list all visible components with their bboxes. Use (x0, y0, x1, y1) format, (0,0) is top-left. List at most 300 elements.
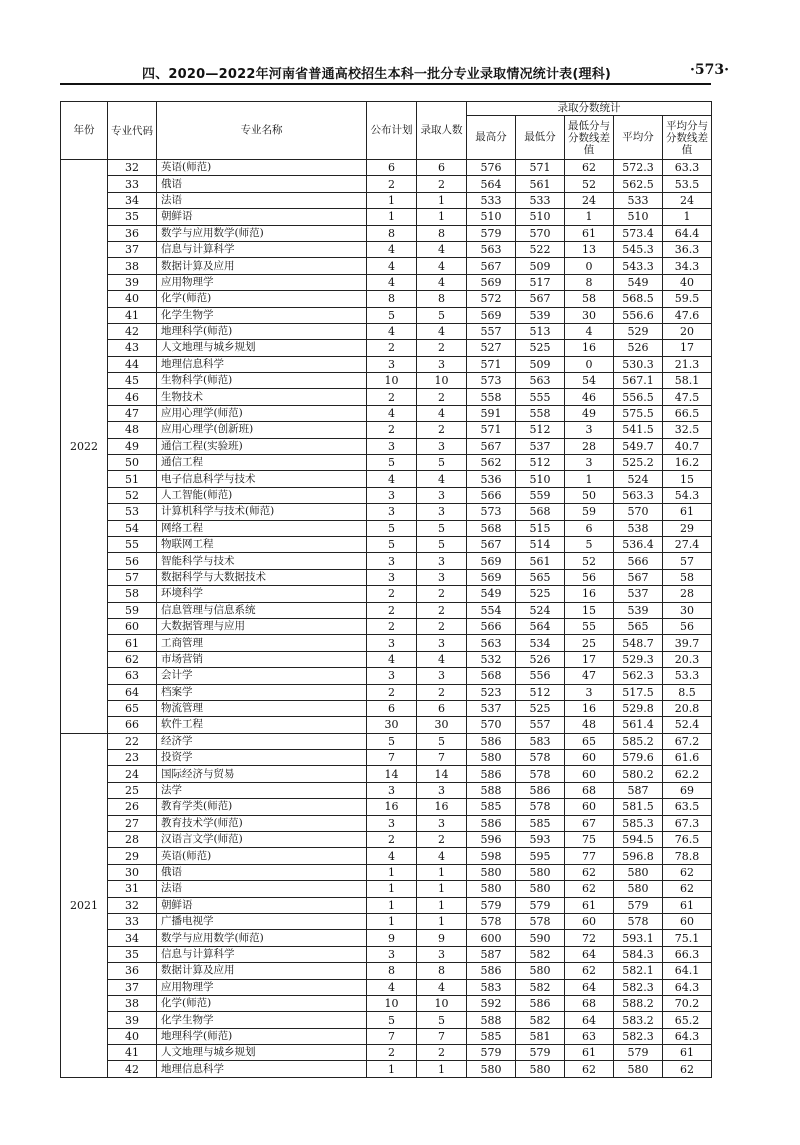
avg-score-diff-cell: 36.3 (663, 241, 712, 257)
major-name-cell: 会计学 (157, 668, 367, 684)
major-code-cell: 42 (108, 323, 157, 339)
min-score-cell: 582 (516, 946, 565, 962)
avg-score-diff-cell: 62.2 (663, 766, 712, 782)
table-row (61, 651, 712, 667)
plan-count-cell: 2 (367, 586, 417, 602)
min-score-diff-cell: 59 (565, 504, 614, 520)
min-score-diff-cell: 49 (565, 405, 614, 421)
plan-count-cell: 2 (367, 422, 417, 438)
major-name-cell: 物流管理 (157, 700, 367, 716)
max-score-cell: 563 (467, 635, 516, 651)
major-name-cell: 人文地理与城乡规划 (157, 340, 367, 356)
avg-score-diff-cell: 29 (663, 520, 712, 536)
plan-count-cell: 3 (367, 504, 417, 520)
major-name-cell: 俄语 (157, 864, 367, 880)
avg-score-cell: 563.3 (614, 487, 663, 503)
major-name-cell: 数据计算及应用 (157, 963, 367, 979)
avg-score-diff-cell: 17 (663, 340, 712, 356)
admitted-count-cell: 7 (417, 750, 467, 766)
major-name-cell: 数学与应用数学(师范) (157, 225, 367, 241)
page-header (0, 0, 800, 86)
min-score-cell: 564 (516, 618, 565, 634)
min-score-diff-cell: 6 (565, 520, 614, 536)
avg-score-cell: 545.3 (614, 241, 663, 257)
plan-count-cell: 6 (367, 160, 417, 176)
admitted-count-cell: 1 (417, 913, 467, 929)
major-name-cell: 生物技术 (157, 389, 367, 405)
avg-score-diff-cell: 15 (663, 471, 712, 487)
min-score-diff-cell: 64 (565, 1012, 614, 1028)
plan-count-cell: 1 (367, 1061, 417, 1077)
min-score-diff-cell: 63 (565, 1028, 614, 1044)
max-score-cell: 579 (467, 1045, 516, 1061)
major-name-cell: 信息与计算科学 (157, 241, 367, 257)
min-score-diff-cell: 30 (565, 307, 614, 323)
min-score-cell: 578 (516, 750, 565, 766)
plan-count-cell: 7 (367, 750, 417, 766)
avg-score-diff-cell: 61 (663, 1045, 712, 1061)
max-score-cell: 563 (467, 241, 516, 257)
max-score-cell: 569 (467, 274, 516, 290)
plan-count-cell: 3 (367, 782, 417, 798)
max-score-cell: 564 (467, 176, 516, 192)
header-max: 最高分 (467, 116, 516, 160)
table-row (61, 668, 712, 684)
major-code-cell: 32 (108, 897, 157, 913)
admitted-count-cell: 10 (417, 995, 467, 1011)
min-score-cell: 565 (516, 569, 565, 585)
plan-count-cell: 8 (367, 291, 417, 307)
min-score-diff-cell: 17 (565, 651, 614, 667)
major-name-cell: 朝鲜语 (157, 209, 367, 225)
avg-score-cell: 529.8 (614, 700, 663, 716)
major-code-cell: 22 (108, 733, 157, 749)
min-score-diff-cell: 50 (565, 487, 614, 503)
major-name-cell: 地理信息科学 (157, 1061, 367, 1077)
admitted-count-cell: 8 (417, 291, 467, 307)
avg-score-diff-cell: 54.3 (663, 487, 712, 503)
min-score-cell: 539 (516, 307, 565, 323)
avg-score-diff-cell: 20.3 (663, 651, 712, 667)
major-name-cell: 应用心理学(创新班) (157, 422, 367, 438)
min-score-diff-cell: 0 (565, 356, 614, 372)
min-score-cell: 559 (516, 487, 565, 503)
avg-score-cell: 565 (614, 618, 663, 634)
major-code-cell: 39 (108, 274, 157, 290)
max-score-cell: 566 (467, 618, 516, 634)
admitted-count-cell: 14 (417, 766, 467, 782)
major-name-cell: 信息管理与信息系统 (157, 602, 367, 618)
major-code-cell: 55 (108, 536, 157, 552)
avg-score-diff-cell: 34.3 (663, 258, 712, 274)
avg-score-cell: 549.7 (614, 438, 663, 454)
avg-score-cell: 579 (614, 1045, 663, 1061)
max-score-cell: 596 (467, 832, 516, 848)
max-score-cell: 587 (467, 946, 516, 962)
avg-score-diff-cell: 47.5 (663, 389, 712, 405)
header-avg-diff: 平均分与分数线差值 (663, 116, 712, 160)
major-code-cell: 46 (108, 389, 157, 405)
min-score-cell: 524 (516, 602, 565, 618)
avg-score-diff-cell: 61 (663, 504, 712, 520)
max-score-cell: 586 (467, 733, 516, 749)
major-name-cell: 朝鲜语 (157, 897, 367, 913)
admitted-count-cell: 30 (417, 717, 467, 733)
major-code-cell: 60 (108, 618, 157, 634)
admitted-count-cell: 2 (417, 586, 467, 602)
avg-score-diff-cell: 21.3 (663, 356, 712, 372)
major-name-cell: 档案学 (157, 684, 367, 700)
table-row (61, 930, 712, 946)
max-score-cell: 576 (467, 160, 516, 176)
plan-count-cell: 4 (367, 241, 417, 257)
avg-score-diff-cell: 64.4 (663, 225, 712, 241)
min-score-diff-cell: 5 (565, 536, 614, 552)
major-code-cell: 25 (108, 782, 157, 798)
avg-score-diff-cell: 66.5 (663, 405, 712, 421)
table-row (61, 717, 712, 733)
plan-count-cell: 2 (367, 618, 417, 634)
min-score-cell: 563 (516, 373, 565, 389)
major-code-cell: 44 (108, 356, 157, 372)
avg-score-cell: 587 (614, 782, 663, 798)
avg-score-cell: 578 (614, 913, 663, 929)
admitted-count-cell: 16 (417, 799, 467, 815)
min-score-cell: 525 (516, 340, 565, 356)
major-name-cell: 通信工程(实验班) (157, 438, 367, 454)
table-row (61, 274, 712, 290)
table-body (61, 160, 712, 1078)
avg-score-cell: 580.2 (614, 766, 663, 782)
major-name-cell: 俄语 (157, 176, 367, 192)
avg-score-diff-cell: 61 (663, 897, 712, 913)
major-name-cell: 化学(师范) (157, 291, 367, 307)
major-name-cell: 应用心理学(师范) (157, 405, 367, 421)
min-score-cell: 586 (516, 782, 565, 798)
admitted-count-cell: 2 (417, 176, 467, 192)
avg-score-diff-cell: 56 (663, 618, 712, 634)
avg-score-cell: 510 (614, 209, 663, 225)
plan-count-cell: 2 (367, 340, 417, 356)
major-code-cell: 36 (108, 225, 157, 241)
major-name-cell: 经济学 (157, 733, 367, 749)
major-code-cell: 36 (108, 963, 157, 979)
min-score-cell: 555 (516, 389, 565, 405)
max-score-cell: 567 (467, 438, 516, 454)
avg-score-cell: 596.8 (614, 848, 663, 864)
avg-score-cell: 572.3 (614, 160, 663, 176)
min-score-cell: 593 (516, 832, 565, 848)
major-name-cell: 环境科学 (157, 586, 367, 602)
avg-score-cell: 575.5 (614, 405, 663, 421)
plan-count-cell: 3 (367, 946, 417, 962)
header-min-diff: 最低分与分数线差值 (565, 116, 614, 160)
major-name-cell: 化学生物学 (157, 1012, 367, 1028)
plan-count-cell: 2 (367, 389, 417, 405)
avg-score-cell: 548.7 (614, 635, 663, 651)
avg-score-diff-cell: 78.8 (663, 848, 712, 864)
avg-score-cell: 570 (614, 504, 663, 520)
avg-score-diff-cell: 30 (663, 602, 712, 618)
avg-score-cell: 556.5 (614, 389, 663, 405)
major-code-cell: 50 (108, 455, 157, 471)
max-score-cell: 580 (467, 750, 516, 766)
avg-score-cell: 517.5 (614, 684, 663, 700)
admitted-count-cell: 2 (417, 340, 467, 356)
avg-score-cell: 537 (614, 586, 663, 602)
admitted-count-cell: 1 (417, 864, 467, 880)
max-score-cell: 579 (467, 897, 516, 913)
min-score-cell: 512 (516, 422, 565, 438)
table-row (61, 471, 712, 487)
plan-count-cell: 3 (367, 635, 417, 651)
min-score-cell: 585 (516, 815, 565, 831)
table-row (61, 832, 712, 848)
min-score-cell: 567 (516, 291, 565, 307)
avg-score-diff-cell: 58.1 (663, 373, 712, 389)
min-score-diff-cell: 62 (565, 1061, 614, 1077)
min-score-cell: 556 (516, 668, 565, 684)
avg-score-cell: 566 (614, 553, 663, 569)
major-code-cell: 59 (108, 602, 157, 618)
min-score-cell: 525 (516, 700, 565, 716)
plan-count-cell: 3 (367, 438, 417, 454)
min-score-diff-cell: 55 (565, 618, 614, 634)
max-score-cell: 579 (467, 225, 516, 241)
avg-score-diff-cell: 67.3 (663, 815, 712, 831)
avg-score-diff-cell: 76.5 (663, 832, 712, 848)
min-score-diff-cell: 60 (565, 799, 614, 815)
major-code-cell: 61 (108, 635, 157, 651)
min-score-cell: 581 (516, 1028, 565, 1044)
max-score-cell: 598 (467, 848, 516, 864)
table-row (61, 455, 712, 471)
header-min: 最低分 (516, 116, 565, 160)
avg-score-cell: 582.3 (614, 979, 663, 995)
admitted-count-cell: 2 (417, 618, 467, 634)
major-name-cell: 投资学 (157, 750, 367, 766)
major-name-cell: 应用物理学 (157, 274, 367, 290)
avg-score-cell: 561.4 (614, 717, 663, 733)
min-score-diff-cell: 60 (565, 766, 614, 782)
min-score-diff-cell: 60 (565, 913, 614, 929)
min-score-diff-cell: 65 (565, 733, 614, 749)
major-code-cell: 45 (108, 373, 157, 389)
min-score-cell: 526 (516, 651, 565, 667)
major-code-cell: 38 (108, 258, 157, 274)
plan-count-cell: 5 (367, 1012, 417, 1028)
min-score-cell: 515 (516, 520, 565, 536)
avg-score-diff-cell: 53.3 (663, 668, 712, 684)
avg-score-diff-cell: 62 (663, 864, 712, 880)
plan-count-cell: 3 (367, 668, 417, 684)
min-score-diff-cell: 52 (565, 553, 614, 569)
plan-count-cell: 2 (367, 684, 417, 700)
major-name-cell: 汉语言文学(师范) (157, 832, 367, 848)
major-name-cell: 信息与计算科学 (157, 946, 367, 962)
min-score-diff-cell: 47 (565, 668, 614, 684)
min-score-cell: 583 (516, 733, 565, 749)
plan-count-cell: 6 (367, 700, 417, 716)
admitted-count-cell: 3 (417, 553, 467, 569)
major-code-cell: 47 (108, 405, 157, 421)
admitted-count-cell: 3 (417, 946, 467, 962)
year-cell: 2022 (61, 160, 108, 734)
plan-count-cell: 7 (367, 1028, 417, 1044)
table-row (61, 209, 712, 225)
admitted-count-cell: 5 (417, 455, 467, 471)
avg-score-diff-cell: 40 (663, 274, 712, 290)
plan-count-cell: 5 (367, 307, 417, 323)
avg-score-cell: 525.2 (614, 455, 663, 471)
max-score-cell: 567 (467, 536, 516, 552)
avg-score-cell: 529 (614, 323, 663, 339)
avg-score-diff-cell: 75.1 (663, 930, 712, 946)
admitted-count-cell: 1 (417, 1061, 467, 1077)
avg-score-cell: 536.4 (614, 536, 663, 552)
max-score-cell: 569 (467, 307, 516, 323)
table-row (61, 995, 712, 1011)
min-score-diff-cell: 0 (565, 258, 614, 274)
max-score-cell: 549 (467, 586, 516, 602)
header-avg: 平均分 (614, 116, 663, 160)
min-score-cell: 590 (516, 930, 565, 946)
plan-count-cell: 2 (367, 1045, 417, 1061)
major-code-cell: 37 (108, 241, 157, 257)
min-score-diff-cell: 68 (565, 782, 614, 798)
major-name-cell: 人工智能(师范) (157, 487, 367, 503)
major-name-cell: 数据计算及应用 (157, 258, 367, 274)
major-name-cell: 电子信息科学与技术 (157, 471, 367, 487)
min-score-cell: 509 (516, 258, 565, 274)
min-score-cell: 578 (516, 913, 565, 929)
admitted-count-cell: 5 (417, 536, 467, 552)
avg-score-cell: 585.2 (614, 733, 663, 749)
min-score-diff-cell: 75 (565, 832, 614, 848)
avg-score-diff-cell: 8.5 (663, 684, 712, 700)
table-row (61, 373, 712, 389)
table-row (61, 536, 712, 552)
plan-count-cell: 3 (367, 815, 417, 831)
min-score-cell: 571 (516, 160, 565, 176)
table-row (61, 192, 712, 208)
avg-score-diff-cell: 59.5 (663, 291, 712, 307)
min-score-diff-cell: 61 (565, 897, 614, 913)
min-score-cell: 586 (516, 995, 565, 1011)
major-code-cell: 66 (108, 717, 157, 733)
table-row (61, 946, 712, 962)
max-score-cell: 572 (467, 291, 516, 307)
max-score-cell: 567 (467, 258, 516, 274)
admitted-count-cell: 9 (417, 930, 467, 946)
avg-score-diff-cell: 58 (663, 569, 712, 585)
avg-score-cell: 562.3 (614, 668, 663, 684)
major-code-cell: 48 (108, 422, 157, 438)
plan-count-cell: 1 (367, 864, 417, 880)
major-code-cell: 54 (108, 520, 157, 536)
min-score-cell: 579 (516, 897, 565, 913)
max-score-cell: 562 (467, 455, 516, 471)
min-score-diff-cell: 46 (565, 389, 614, 405)
max-score-cell: 571 (467, 422, 516, 438)
major-code-cell: 38 (108, 995, 157, 1011)
admitted-count-cell: 4 (417, 274, 467, 290)
avg-score-diff-cell: 32.5 (663, 422, 712, 438)
avg-score-diff-cell: 53.5 (663, 176, 712, 192)
avg-score-cell: 593.1 (614, 930, 663, 946)
admitted-count-cell: 4 (417, 979, 467, 995)
major-code-cell: 63 (108, 668, 157, 684)
min-score-cell: 570 (516, 225, 565, 241)
plan-count-cell: 8 (367, 225, 417, 241)
admitted-count-cell: 4 (417, 258, 467, 274)
avg-score-cell: 533 (614, 192, 663, 208)
min-score-diff-cell: 62 (565, 864, 614, 880)
major-name-cell: 物联网工程 (157, 536, 367, 552)
admitted-count-cell: 3 (417, 782, 467, 798)
min-score-cell: 509 (516, 356, 565, 372)
major-code-cell: 52 (108, 487, 157, 503)
admitted-count-cell: 2 (417, 389, 467, 405)
plan-count-cell: 4 (367, 323, 417, 339)
admitted-count-cell: 3 (417, 356, 467, 372)
avg-score-cell: 582.1 (614, 963, 663, 979)
major-code-cell: 30 (108, 864, 157, 880)
max-score-cell: 588 (467, 1012, 516, 1028)
major-name-cell: 数学与应用数学(师范) (157, 930, 367, 946)
min-score-diff-cell: 72 (565, 930, 614, 946)
max-score-cell: 536 (467, 471, 516, 487)
plan-count-cell: 3 (367, 553, 417, 569)
avg-score-cell: 549 (614, 274, 663, 290)
major-name-cell: 广播电视学 (157, 913, 367, 929)
table-row (61, 848, 712, 864)
table-row (61, 258, 712, 274)
min-score-cell: 561 (516, 176, 565, 192)
avg-score-diff-cell: 40.7 (663, 438, 712, 454)
major-code-cell: 53 (108, 504, 157, 520)
admitted-count-cell: 2 (417, 602, 467, 618)
plan-count-cell: 4 (367, 651, 417, 667)
avg-score-diff-cell: 63.3 (663, 160, 712, 176)
major-code-cell: 34 (108, 930, 157, 946)
major-code-cell: 31 (108, 881, 157, 897)
max-score-cell: 569 (467, 553, 516, 569)
table-row (61, 782, 712, 798)
avg-score-diff-cell: 66.3 (663, 946, 712, 962)
major-code-cell: 34 (108, 192, 157, 208)
major-name-cell: 工商管理 (157, 635, 367, 651)
major-name-cell: 英语(师范) (157, 848, 367, 864)
min-score-diff-cell: 68 (565, 995, 614, 1011)
plan-count-cell: 3 (367, 356, 417, 372)
min-score-diff-cell: 1 (565, 209, 614, 225)
plan-count-cell: 1 (367, 209, 417, 225)
max-score-cell: 568 (467, 520, 516, 536)
admitted-count-cell: 2 (417, 422, 467, 438)
min-score-diff-cell: 13 (565, 241, 614, 257)
avg-score-cell: 568.5 (614, 291, 663, 307)
admitted-count-cell: 4 (417, 241, 467, 257)
min-score-diff-cell: 62 (565, 881, 614, 897)
avg-score-diff-cell: 52.4 (663, 717, 712, 733)
plan-count-cell: 10 (367, 995, 417, 1011)
avg-score-cell: 538 (614, 520, 663, 536)
major-name-cell: 化学生物学 (157, 307, 367, 323)
plan-count-cell: 1 (367, 192, 417, 208)
major-name-cell: 市场营销 (157, 651, 367, 667)
min-score-cell: 525 (516, 586, 565, 602)
